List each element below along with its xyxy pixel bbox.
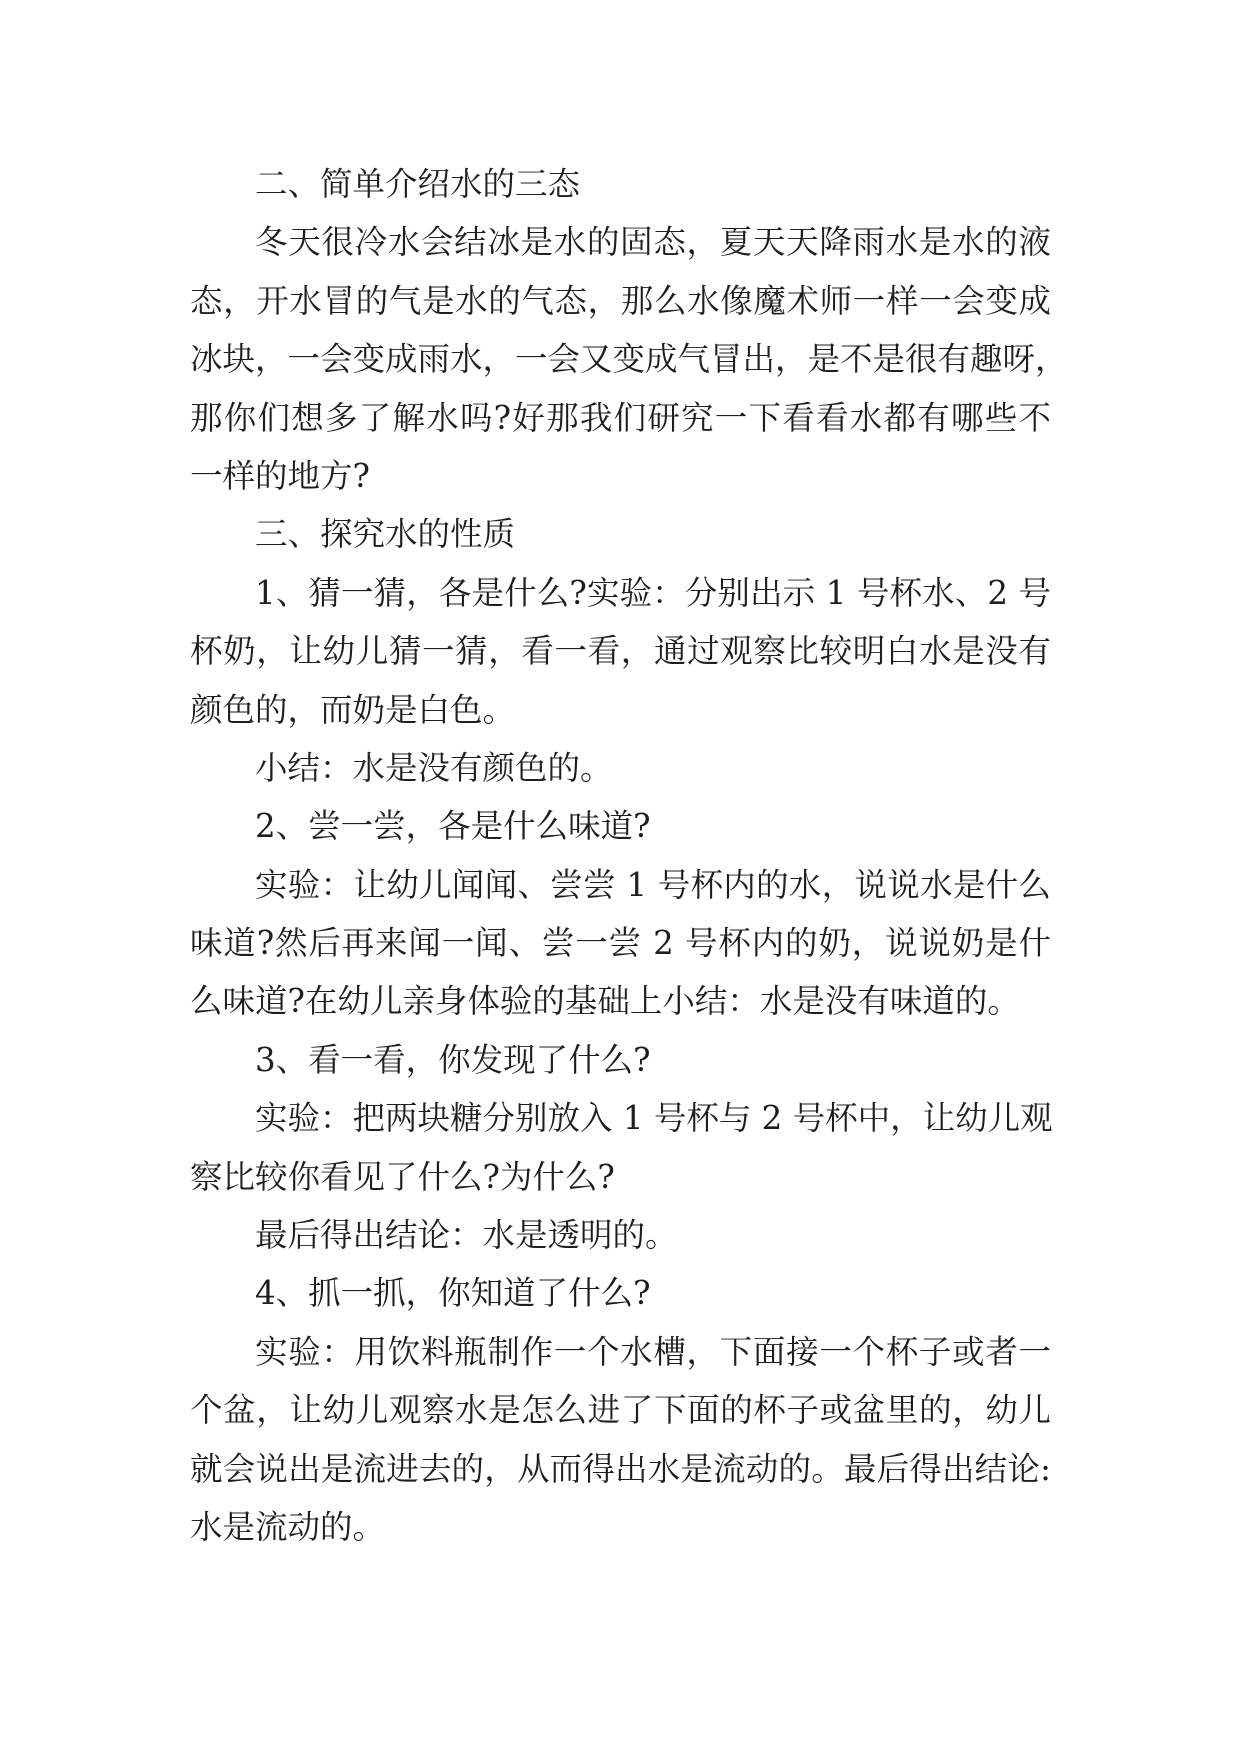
document-body [190, 155, 1068, 1556]
text-line: 个盆，让幼儿观察水是怎么进了下面的杯子或盆里的，幼儿 [190, 1391, 1051, 1430]
paragraph [190, 1264, 1051, 1322]
text-line: 态，开水冒的气是水的气态，那么水像魔术师一样一会变成 [190, 281, 1051, 320]
text-line: 三、探究水的性质 [255, 515, 516, 554]
text-line: 么味道?在幼儿亲身体验的基础上小结：水是没有味道的。 [190, 982, 1020, 1021]
paragraph [190, 739, 1051, 797]
paragraph [190, 1323, 1051, 1557]
section-heading [190, 155, 1051, 213]
paragraph [190, 797, 1051, 855]
text-line: 实验：让幼儿闻闻、尝尝 1 号杯内的水，说说水是什么 [255, 865, 1051, 904]
paragraph [190, 1206, 1051, 1264]
text-line: 那你们想多了解水吗?好那我们研究一下看看水都有哪些不 [190, 398, 1051, 437]
text-line: 味道?然后再来闻一闻、尝一尝 2 号杯内的奶，说说奶是什 [190, 924, 1051, 963]
text-line: 实验：把两块糖分别放入 1 号杯与 2 号杯中，让幼儿观 [255, 1099, 1053, 1138]
text-line: 一样的地方? [190, 456, 370, 495]
paragraph [190, 1031, 1051, 1089]
paragraph [190, 856, 1051, 1031]
text-line: 3、看一看，你发现了什么? [255, 1040, 651, 1079]
section-heading [190, 505, 1051, 563]
text-line: 二、简单介绍水的三态 [255, 165, 581, 203]
text-line: 杯奶，让幼儿猜一猜，看一看，通过观察比较明白水是没有 [190, 632, 1051, 671]
text-line: 实验：用饮料瓶制作一个水槽，下面接一个杯子或者一 [255, 1332, 1051, 1371]
text-line: 小结：水是没有颜色的。 [255, 748, 613, 787]
paragraph [190, 213, 1068, 505]
text-line: 最后得出结论：水是透明的。 [255, 1216, 678, 1255]
paragraph [190, 564, 1051, 739]
text-line: 冬天很冷水会结冰是水的固态，夏天天降雨水是水的液 [255, 223, 1051, 262]
text-line: 冰块，一会变成雨水，一会又变成气冒出，是不是很有趣呀， [190, 340, 1068, 379]
text-line: 1、猜一猜，各是什么?实验：分别出示 1 号杯水、2 号 [255, 573, 1051, 612]
text-line: 就会说出是流进去的，从而得出水是流动的。最后得出结论: [190, 1449, 1051, 1488]
paragraph [190, 1089, 1051, 1206]
text-line: 4、抓一抓，你知道了什么? [255, 1274, 651, 1313]
text-line: 颜色的，而奶是白色。 [190, 690, 516, 729]
text-line: 2、尝一尝，各是什么味道? [255, 807, 651, 846]
text-line: 水是流动的。 [190, 1507, 386, 1546]
text-line: 察比较你看见了什么?为什么? [190, 1157, 615, 1196]
